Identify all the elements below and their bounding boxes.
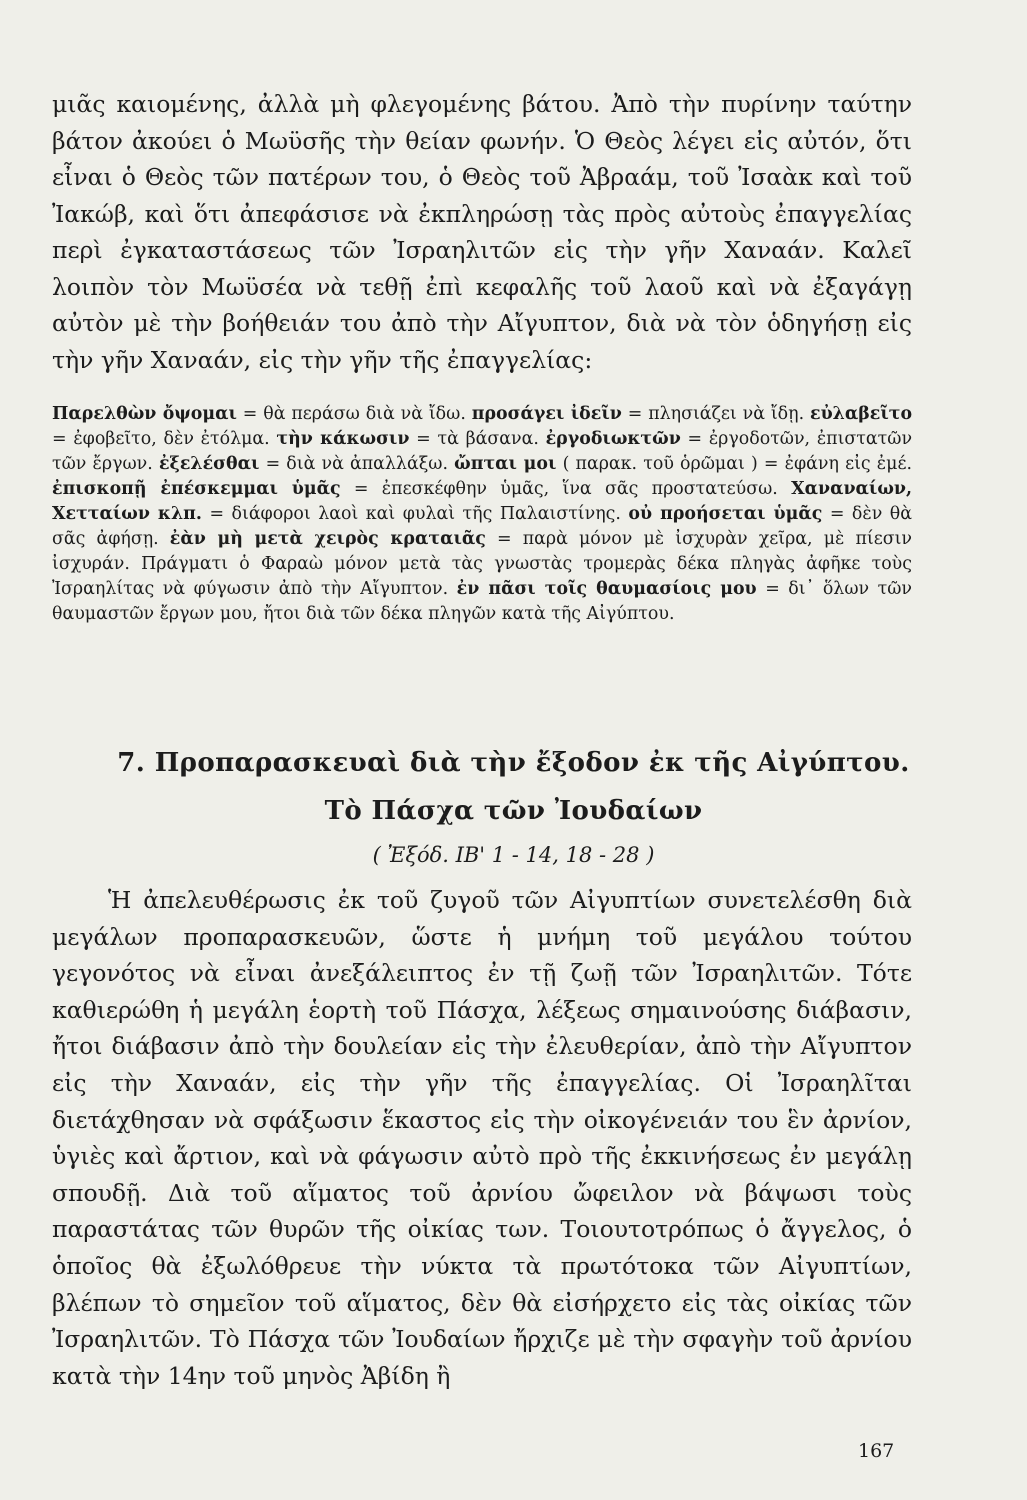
section-subheading: Τὸ Πάσχα τῶν Ἰουδαίων <box>324 796 703 826</box>
glossary-definition: = διάφοροι λαοὶ καὶ φυλαὶ τῆς Παλαιστίνης. <box>209 504 621 524</box>
glossary-definition: = δι᾽ ὅλων τῶν θαυμαστῶν ἔργων μου, ἤτοι διὰ τῶν δέκα πληγῶν κατὰ τῆς Αἰγύπτου. <box>52 579 912 624</box>
intro-paragraph: μιᾶς καιομένης, ἀλλὰ μὴ φλεγομένης βάτου. Ἀπὸ τὴν πυρίνην ταύτην βάτον ἀκούει ὁ Μωϋσῆς τὴν θείαν φωνήν. Ὁ Θεὸς λέγει εἰς αὐτόν, ὅτι εἶναι ὁ Θεὸς τῶν πατέρων του, ὁ Θεὸς τοῦ Ἀβραάμ, τοῦ Ἰσαὰκ καὶ τοῦ Ἰακώβ, καὶ ὅτι ἀπεφάσισε νὰ ἐκπληρώσῃ τὰς πρὸς αὐτοὺς ἐπαγγελίας περὶ ἐγκαταστάσεως τῶν Ἰσραηλιτῶν εἰς τὴν γῆν Χαναάν. Καλεῖ λοιπὸν τὸν Μωϋσέα νὰ τεθῇ ἐπὶ κεφαλῆς τοῦ λαοῦ καὶ νὰ ἐξαγάγῃ αὐτὸν μὲ τὴν βοήθειάν του ἀπὸ τὴν Αἴγυπτον, διὰ νὰ τὸν ὁδηγήσῃ εἰς τὴν γῆν Χαναάν, εἰς τὴν γῆν τῆς ἐπαγγελίας: <box>52 90 912 374</box>
glossary-definition: = θὰ περάσω διὰ νὰ ἴδω. <box>242 404 466 424</box>
glossary-term: ἐξελέσθαι <box>158 454 260 474</box>
glossary-block <box>52 402 912 627</box>
glossary-definition: = τὰ βάσανα. <box>416 429 539 449</box>
glossary-term: προσάγει ἰδεῖν <box>471 404 622 424</box>
glossary-definition: = ἐργοδοτῶν, ἐπιστατῶν τῶν ἔργων. <box>52 429 913 474</box>
glossary-term: ὤπται μοι <box>454 454 557 474</box>
glossary-definition: = παρὰ μόνον μὲ ἰσχυρὰν χεῖρα, μὲ πίεσιν ἰσχυράν. Πράγματι ὁ Φαραὼ μόνον μετὰ τὰς γνωστὰς τρομερὰς δέκα πληγὰς ἀφῆκε τοὺς Ἰσραηλίτας νὰ φύγωσιν ἀπὸ τὴν Αἴγυπτον. <box>52 529 912 599</box>
glossary-term: Χαναναίων, Χετταίων κλπ. <box>52 479 912 524</box>
glossary-term: ἐργοδιωκτῶν <box>545 429 681 449</box>
glossary-term: οὐ προήσεται ὑμᾶς <box>628 504 823 524</box>
glossary-definition: = πλησιάζει νὰ ἴδῃ. <box>627 404 805 424</box>
page-number: 167 <box>858 1440 895 1462</box>
glossary-term: εὐλαβεῖτο <box>810 404 913 424</box>
glossary-term: τὴν κάκωσιν <box>276 429 410 449</box>
glossary-definition: ( παρακ. τοῦ ὁρῶμαι ) = ἐφάνη εἰς ἐμέ. <box>562 454 912 474</box>
glossary-definition: = δὲν θὰ σᾶς ἀφήσῃ. <box>52 504 913 549</box>
glossary-term: Παρελθὼν ὄψομαι <box>52 404 237 424</box>
glossary-term: ἐὰν μὴ μετὰ χειρὸς κραταιᾶς <box>169 529 486 549</box>
glossary-definition: = διὰ νὰ ἀπαλλάξω. <box>265 454 448 474</box>
section-heading: 7. Προπαρασκευαὶ διὰ τὴν ἔξοδον ἐκ τῆς Αἰγύπτου. <box>117 748 910 778</box>
scripture-reference: ( Ἐξόδ. ΙΒ' 1 - 14, 18 - 28 ) <box>372 843 655 867</box>
glossary-term: ἐπισκοπῇ ἐπέσκεμμαι ὑμᾶς <box>52 479 341 499</box>
glossary-definition: = ἐφοβεῖτο, δὲν ἐτόλμα. <box>52 429 270 449</box>
body-paragraph: Ἡ ἀπελευθέρωσις ἐκ τοῦ ζυγοῦ τῶν Αἰγυπτίων συνετελέσθη διὰ μεγάλων προπαρασκευῶν, ὥστε ἡ μνήμη τοῦ μεγάλου τούτου γεγονότος νὰ εἶναι ἀνεξάλειπτος ἐν τῇ ζωῇ τῶν Ἰσραηλιτῶν. Τότε καθιερώθη ἡ μεγάλη ἑορτὴ τοῦ Πάσχα, λέξεως σημαινούσης διάβασιν, ἤτοι διάβασιν ἀπὸ τὴν δουλείαν εἰς τὴν ἐλευθερίαν, ἀπὸ τὴν Αἴγυπτον εἰς τὴν Χαναάν, εἰς τὴν γῆν τῆς ἐπαγγελίας. Οἱ Ἰσραηλῖται διετάχθησαν νὰ σφάξωσιν ἕκαστος εἰς τὴν οἰκογένειάν του ἓν ἀρνίον, ὑγιὲς καὶ ἄρτιον, καὶ νὰ φάγωσιν αὐτὸ πρὸ τῆς ἐκκινήσεως ἐν μεγάλῃ σπουδῇ. Διὰ τοῦ αἵματος τοῦ ἀρνίου ὤφειλον νὰ βάψωσι τοὺς παραστάτας τῶν θυρῶν τῆς οἰκίας των. Τοιουτοτρόπως ὁ ἄγγελος, ὁ ὁποῖος θὰ ἐξωλόθρευε τὴν νύκτα τὰ πρωτότοκα τῶν Αἰγυπτίων, βλέπων τὸ σημεῖον τοῦ αἵματος, δὲν θὰ εἰσήρχετο εἰς τὰς οἰκίας τῶν Ἰσραηλιτῶν. Τὸ Πάσχα τῶν Ἰουδαίων ἤρχιζε μὲ τὴν σφαγὴν τοῦ ἀρνίου κατὰ τὴν 14ην τοῦ μηνὸς Ἀβίδη ἢ <box>52 886 912 1390</box>
glossary-definition: = ἐπεσκέφθην ὑμᾶς, ἵνα σᾶς προστατεύσω. <box>353 479 778 499</box>
glossary-term: ἐν πᾶσι τοῖς θαυμασίοις μου <box>456 579 757 599</box>
